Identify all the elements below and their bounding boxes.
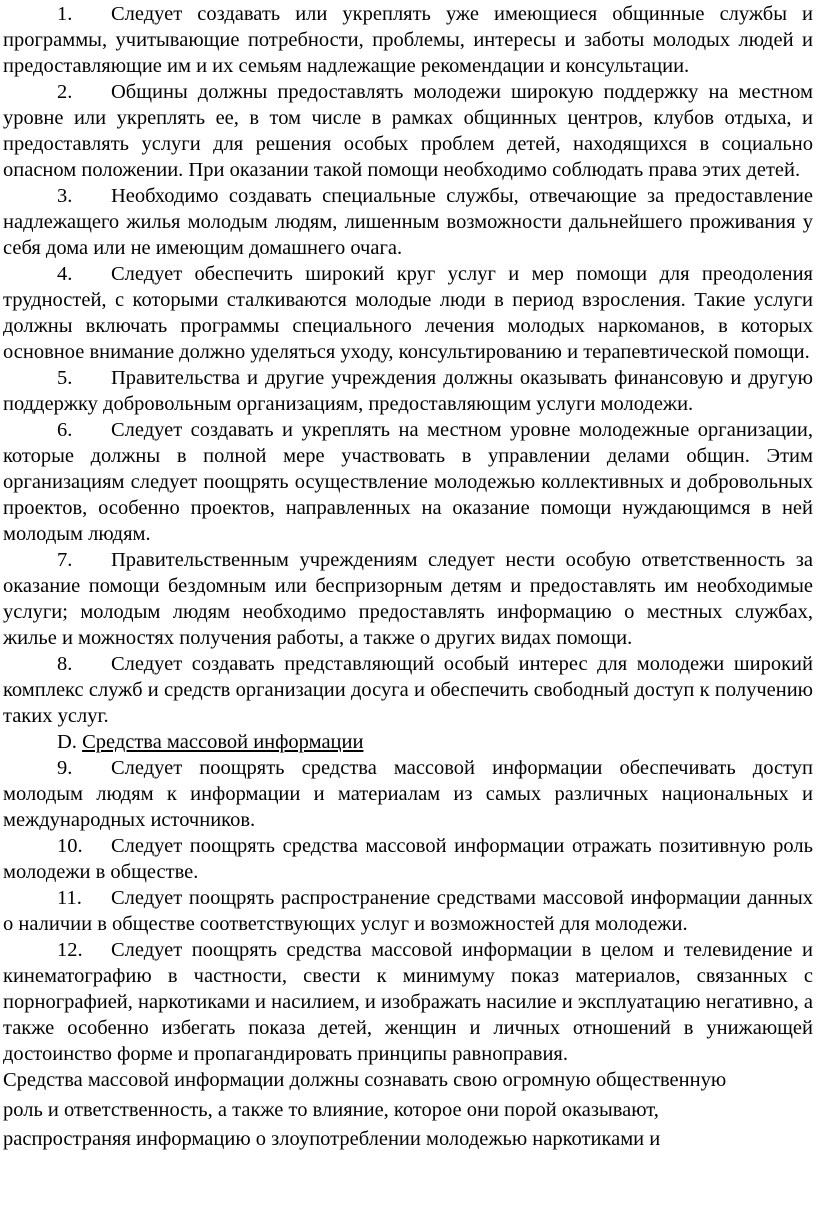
paragraph-7 [3,547,813,651]
paragraph-text: Следует поощрять средства массовой информации в целом и телевидение и кинематографию в частности, свести к минимуму показ материалов, связанных с порнографией, наркотиками и насилием, и изображать насилие и эксплуатацию негативно, а также особенно избегать показа детей, женщин и личных отношений в унижающей достоинство форме и пропагандировать принципы равноправия. [3,939,813,1065]
closing-line: роль и ответственность, а также то влияние, которое они порой оказывают, [3,1098,659,1121]
section-heading [3,729,813,755]
paragraph-text: Правительства и другие учреждения должны оказывать финансовую и другую поддержку добровольным организациям, предоставляющим услуги молодежи. [3,367,813,415]
paragraph-11 [3,885,813,937]
closing-text [3,1067,813,1152]
paragraph-text: Необходимо создавать специальные службы, отвечающие за предоставление надлежащего жилья молодым людям, лишенным возможности дальнейшего проживания у себя дома или не имеющим домашнего очага. [3,185,813,259]
paragraph-text: Следует поощрять средства массовой информации отражать позитивную роль молодежи в обществе. [3,835,813,883]
paragraph-number: 9. [57,757,73,779]
closing-line: Средства массовой информации должны сознавать свою огромную общественную [3,1069,727,1091]
section-title: Средства массовой информации [82,731,364,753]
paragraph-number: 6. [57,419,73,441]
paragraph-text: Следует создавать представляющий особый интерес для молодежи широкий комплекс служб и средств организации досуга и обеспечить свободный доступ к получению таких услуг. [3,653,813,727]
paragraph-number: 10. [57,835,83,857]
paragraph-8 [3,651,813,729]
paragraph-4 [3,261,813,365]
paragraph-1 [3,1,813,79]
paragraph-9 [3,755,813,833]
paragraph-6 [3,417,813,547]
section-letter: D. [57,731,77,753]
paragraph-5 [3,365,813,417]
paragraph-number: 1. [57,3,73,25]
paragraph-12 [3,937,813,1067]
paragraph-number: 4. [57,263,73,285]
paragraph-text: Общины должны предоставлять молодежи широкую поддержку на местном уровне или укреплять ее, в том числе в рамках общинных центров, клубов отдыха, и предоставлять услуги для решения особых проблем детей, находящихся в социально опасном положении. При оказании такой помощи необходимо соблюдать права этих детей. [3,81,813,181]
paragraph-number: 7. [57,549,73,571]
paragraph-text: Следует поощрять распространение средствами массовой информации данных о наличии в обществе соответствующих услуг и возможностей для молодежи. [3,887,813,935]
paragraph-number: 12. [57,939,83,961]
paragraph-10 [3,833,813,885]
paragraph-text: Следует обеспечить широкий круг услуг и мер помощи для преодоления трудностей, с которыми сталкиваются молодые люди в период взросления. Такие услуги должны включать программы специального лечения молодых наркоманов, в которых основное внимание должно уделяться уходу, консультированию и терапевтической помощи. [3,263,813,363]
paragraph-number: 11. [57,887,82,909]
paragraph-number: 8. [57,653,73,675]
paragraph-number: 5. [57,367,73,389]
paragraph-text: Правительственным учреждениям следует нести особую ответственность за оказание помощи бездомным или беспризорным детям и предоставлять им необходимые услуги; молодым людям необходимо предоставлять информацию о местных службах, жилье и можностях получения работы, а также о других видах помощи. [3,549,813,649]
paragraph-text: Следует создавать или укреплять уже имеющиеся общинные службы и программы, учитывающие потребности, проблемы, интересы и заботы молодых людей и предоставляющие им и их семьям надлежащие рекомендации и консультации. [3,3,813,77]
paragraph-text: Следует поощрять средства массовой информации обеспечивать доступ молодым людям к информации и материалам из самых различных национальных и международных источников. [3,757,813,831]
paragraph-2 [3,79,813,183]
paragraph-text: Следует создавать и укреплять на местном уровне молодежные организации, которые должны в полной мере участвовать в управлении делами общин. Этим организациям следует поощрять осуществление молодежью коллективных и добровольных проектов, особенно проектов, направленных на оказание помощи нуждающимся в ней молодым людям. [3,419,813,545]
paragraph-number: 2. [57,81,73,103]
closing-line: распространяя информацию о злоупотреблении молодежью наркотиками и [3,1128,661,1150]
paragraph-number: 3. [57,185,73,207]
paragraph-3 [3,183,813,261]
